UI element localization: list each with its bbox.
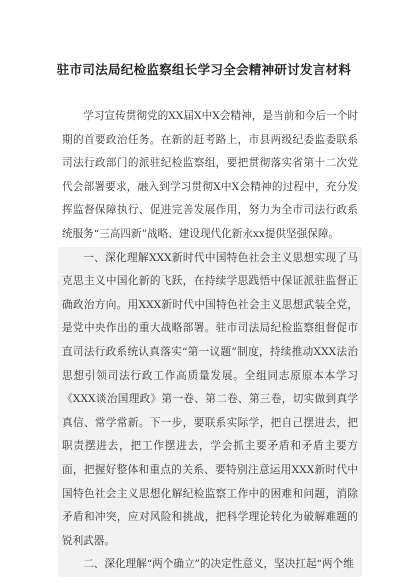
document-title: 驻市司法局纪检监察组长学习全会精神研讨发言材料 bbox=[56, 62, 352, 77]
paragraph-section-2: 二、深化理解“两个确立”的决定性意义，坚决扛起“两个维 bbox=[58, 553, 362, 577]
paragraph-intro: 学习宣传贯彻党的XX届X中X会精神，是当前和今后一个时期的首要政治任务。在新的赶考路上，市县两级纪委监委联系司法行政部门的派驻纪检监察组，要把贯彻落实省第十二次党代会部署要求，融入到学习贯彻X中X会精神的过程中，充分发挥监督保障执行、促进完善发展作用，努力为全市司法行政系统服务“三高四新”战略、建设现代化新永xx提供坚强保障。 bbox=[62, 110, 358, 240]
paragraph-section-1: 一、深化理解XXX新时代中国特色社会主义思想实现了马克思主义中国化新的飞跃，在持续学思践悟中保证派驻监督正确政治方向。用XXX新时代中国特色社会主义思想武装全党，是党中央作出的重大战略部署。驻市司法局纪检监察组督促市直司法行政系统认真落实“第一议题”制度，持续推动XXX法治思想引领司法行政工作高质量发展。全组同志原原本本学习《XXX谈治国理政》第一卷、第二卷、第三卷，切实做到真学真信、常学常新。下一步，要联系实际学，把自己摆进去，把职责摆进去，把工作摆进去，学会抓主要矛盾和矛盾主要方面，把握好整体和重点的关系、要特别注意运用XXX新时代中国特色社会主义思想化解纪检监察工作中的困难和问题，消除矛盾和冲突，应对风险和挑战，把科学理论转化为破解难题的锐利武器。 bbox=[58, 247, 362, 554]
document-body bbox=[62, 105, 358, 577]
